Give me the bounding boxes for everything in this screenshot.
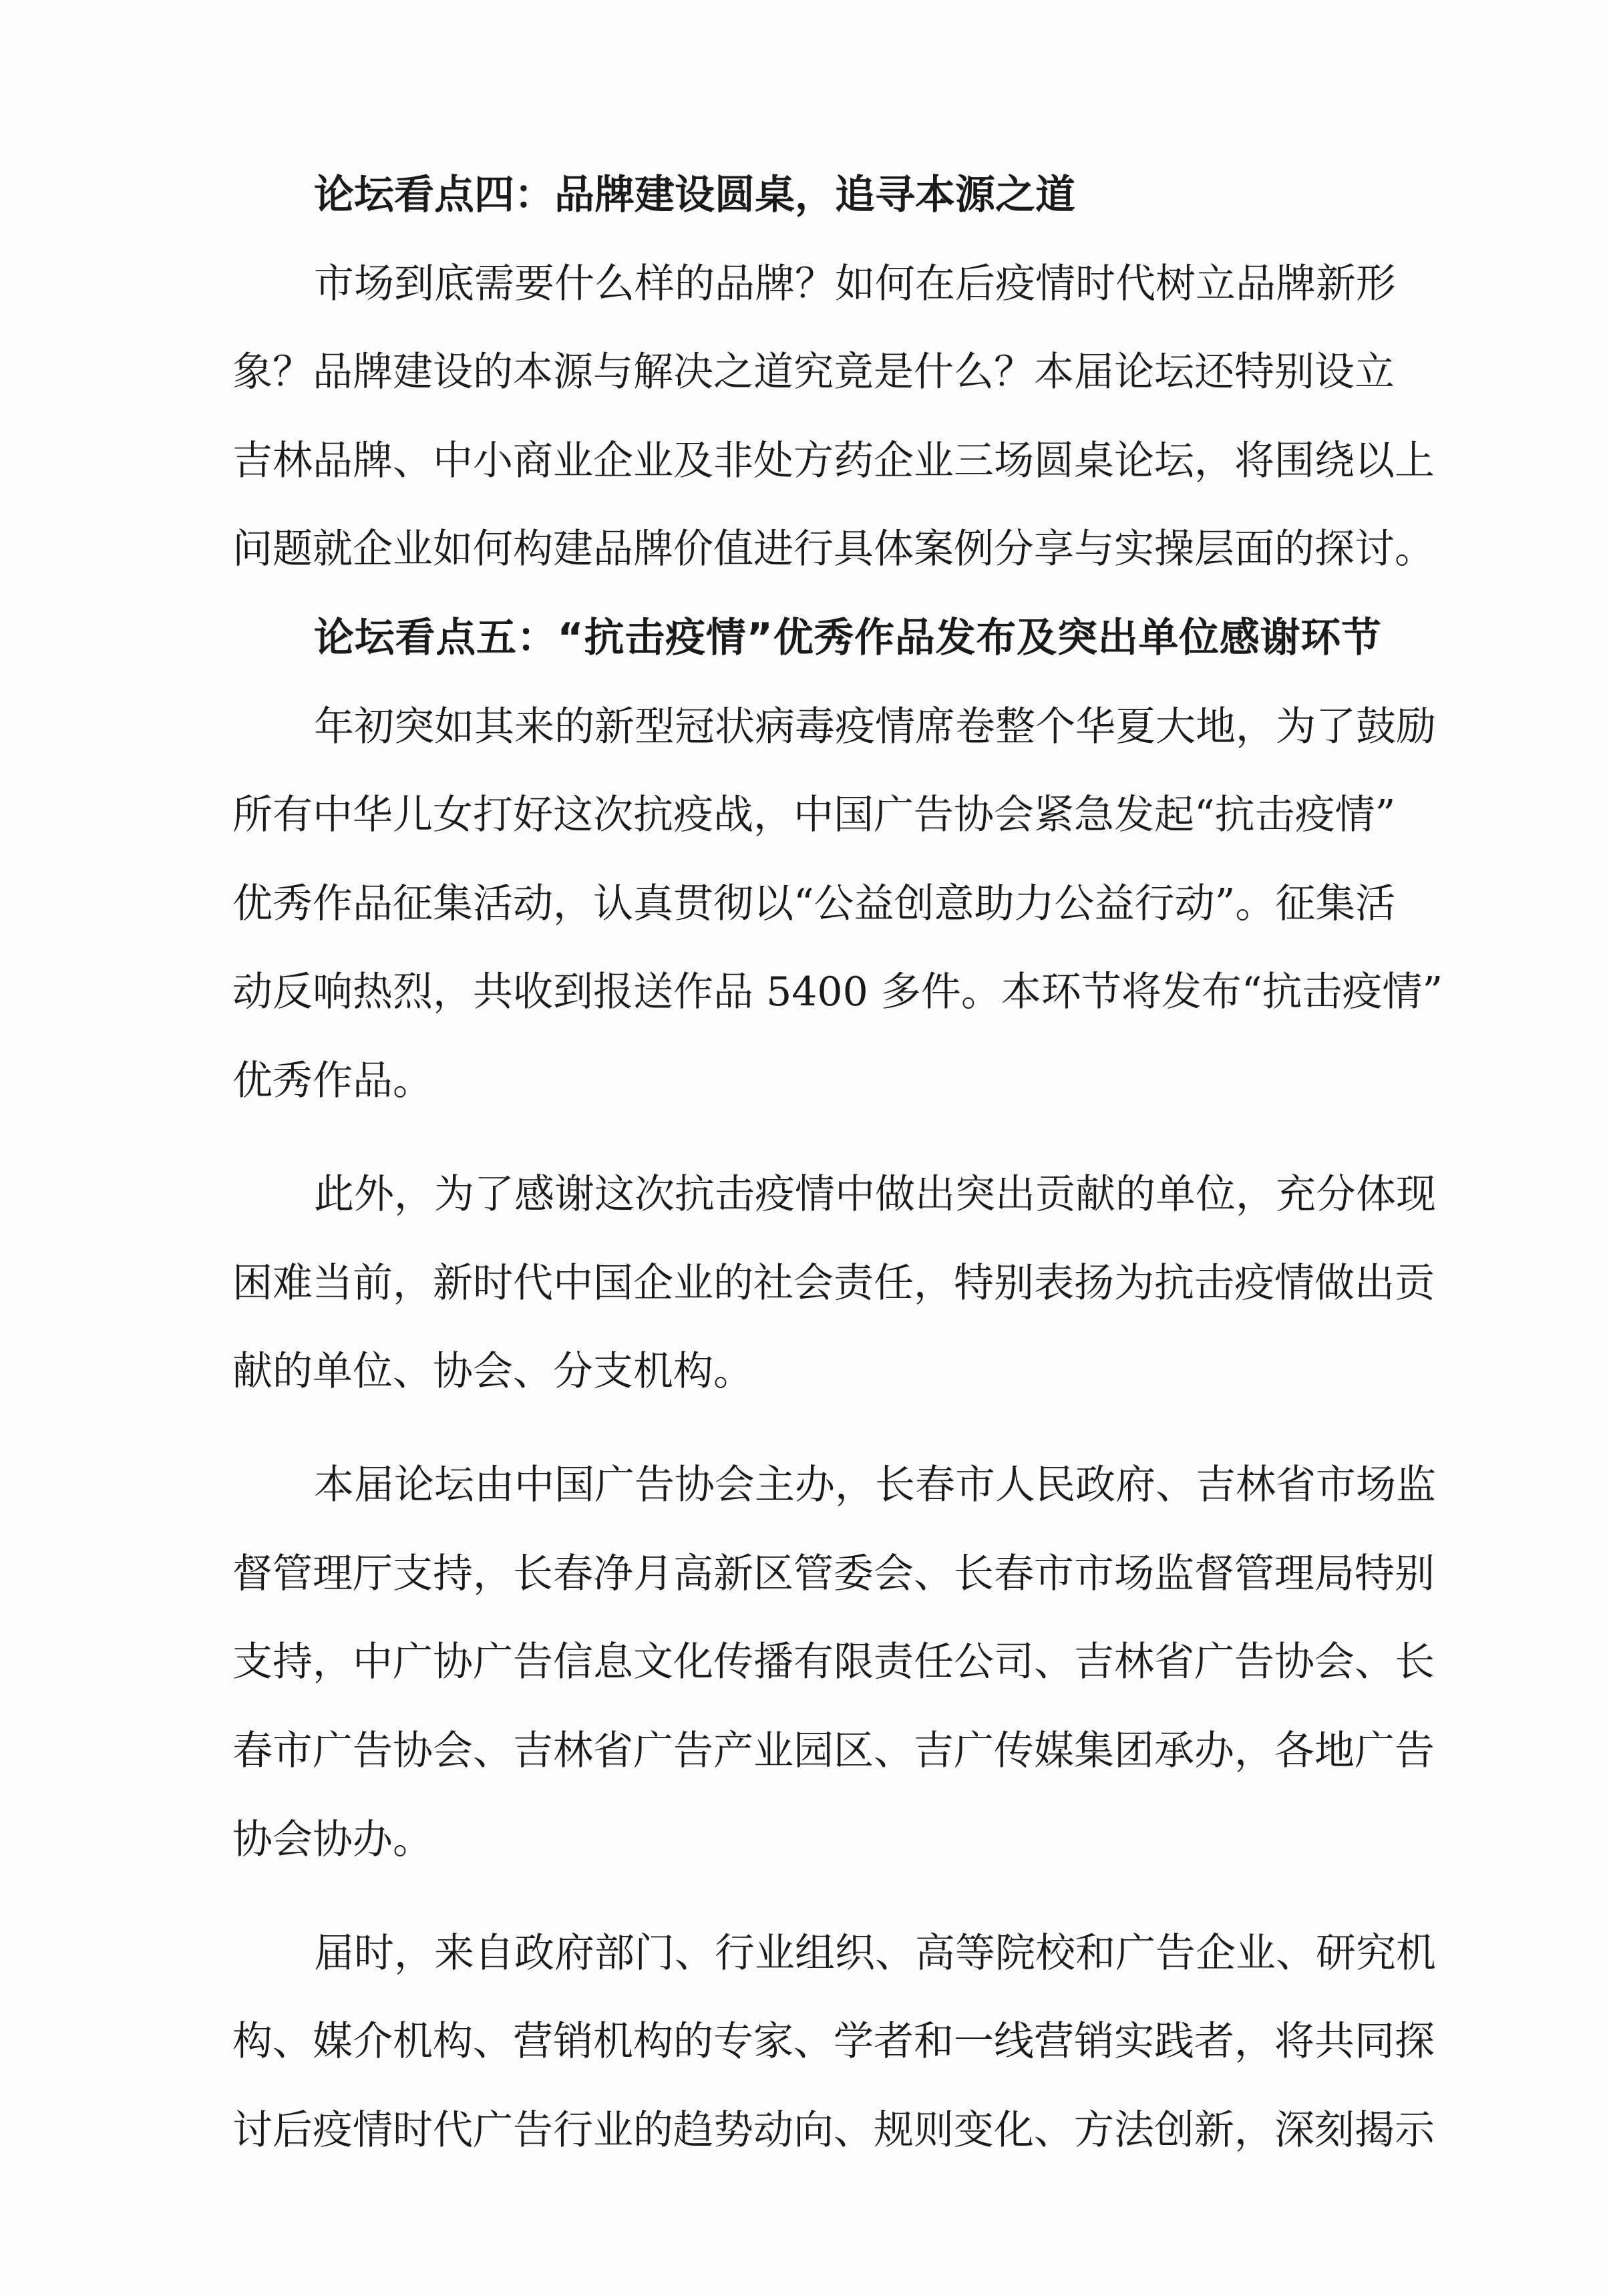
paragraph-line: 献的单位、协会、分支机构。	[232, 1348, 753, 1396]
paragraph-line: 此外，为了感谢这次抗击疫情中做出突出贡献的单位，充分体现	[314, 1170, 1436, 1218]
paragraph-line: 春市广告协会、吉林省广告产业园区、吉广传媒集团承办，各地广告	[232, 1727, 1435, 1774]
paragraph-line: 支持，中广协广告信息文化传播有限责任公司、吉林省广告协会、长	[232, 1639, 1435, 1686]
paragraph-line: 吉林品牌、中小商业企业及非处方药企业三场圆桌论坛，将围绕以上	[232, 437, 1435, 484]
paragraph-line: 协会协办。	[232, 1816, 433, 1863]
paragraph-line: 优秀作品。	[232, 1057, 433, 1104]
section-heading-5: 论坛看点五：“抗击疫情”优秀作品发布及突出单位感谢环节	[314, 614, 1381, 661]
paragraph-line: 讨后疫情时代广告行业的趋势动向、规则变化、方法创新，深刻揭示	[232, 2106, 1435, 2154]
paragraph-line: 年初突如其来的新型冠状病毒疫情席卷整个华夏大地，为了鼓励	[314, 703, 1436, 750]
paragraph-line: 象？品牌建设的本源与解决之道究竟是什么？本届论坛还特别设立	[232, 349, 1395, 396]
document-body	[232, 172, 1443, 2198]
paragraph-line: 问题就企业如何构建品牌价值进行具体案例分享与实操层面的探讨。	[232, 526, 1435, 573]
paragraph-line: 届时，来自政府部门、行业组织、高等院校和广告企业、研究机	[314, 1929, 1436, 1977]
paragraph-line: 所有中华儿女打好这次抗疫战，中国广告协会紧急发起“抗击疫情”	[232, 792, 1396, 839]
paragraph-line: 督管理厅支持，长春净月高新区管委会、长春市市场监督管理局特别	[232, 1550, 1435, 1597]
paragraph-line: 本届论坛由中国广告协会主办，长春市人民政府、吉林省市场监	[314, 1462, 1436, 1509]
paragraph-line: 困难当前，新时代中国企业的社会责任，特别表扬为抗击疫情做出贡	[232, 1259, 1435, 1307]
paragraph-line: 市场到底需要什么样的品牌？如何在后疫情时代树立品牌新形	[314, 260, 1396, 307]
section-heading-4: 论坛看点四：品牌建设圆桌，追寻本源之道	[314, 172, 1075, 218]
paragraph-line: 动反响热烈，共收到报送作品 5400 多件。本环节将发布“抗击疫情”	[232, 969, 1443, 1016]
paragraph-line: 优秀作品征集活动，认真贯彻以“公益创意助力公益行动”。征集活	[232, 880, 1396, 927]
paragraph-line: 构、媒介机构、营销机构的专家、学者和一线营销实践者，将共同探	[232, 2018, 1435, 2066]
